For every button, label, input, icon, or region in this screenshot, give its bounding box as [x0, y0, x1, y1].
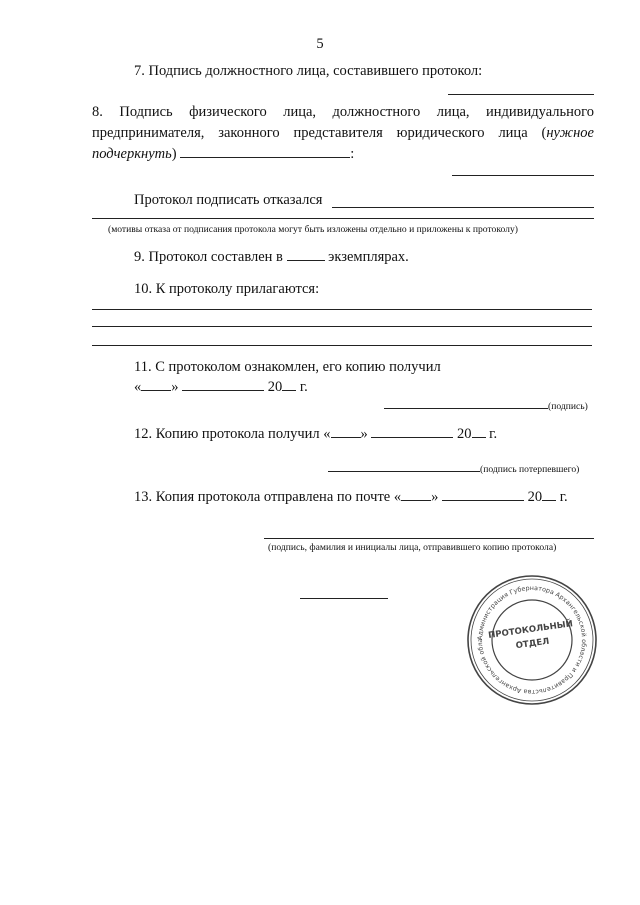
item-10-label: 10. К протоколу прилагаются: [134, 281, 320, 297]
item-7-label: 7. Подпись должностного лица, составившего протокол: [134, 63, 483, 79]
stamp-seal-icon [464, 572, 600, 708]
item-9-copies-line [287, 259, 325, 261]
item-13-signature-line [264, 538, 594, 539]
item-12-year-line [472, 436, 486, 438]
attachments-line-3 [92, 345, 592, 346]
item-13-day-line [401, 499, 431, 501]
attachments-line-2 [92, 326, 592, 327]
page-number: 5 [316, 36, 324, 52]
refusal-label: Протокол подписать отказался [134, 192, 323, 208]
item-11-month-line [182, 389, 264, 391]
item-8-line-2: предпринимателя, законного представителя юридического лица (нужное [92, 125, 594, 141]
item-11-label: 11. С протоколом ознакомлен, его копию получил [134, 359, 441, 375]
item-13-signature-label: (подпись, фамилия и инициалы лица, отправившего копию протокола) [268, 542, 557, 553]
item-13-month-line [442, 499, 524, 501]
refusal-note: (мотивы отказа от подписания протокола могут быть изложены отдельно и приложены к протоколу) [108, 224, 518, 235]
item-12-day-line [331, 436, 361, 438]
item-13-year-line [542, 499, 556, 501]
item-11-signature: (подпись) [384, 396, 588, 414]
item-11-date: « » 20 г. [134, 379, 308, 395]
item-8-signature-line [452, 175, 594, 176]
item-8-inline-line [180, 156, 350, 158]
stamp-center-line-1: ПРОТОКОЛЬНЫЙ [487, 619, 574, 641]
official-stamp [464, 572, 600, 708]
refusal-line-full [92, 218, 594, 219]
item-9-text: 9. Протокол составлен в экземплярах. [134, 249, 409, 265]
item-12-month-line [371, 436, 453, 438]
item-11-year-line [282, 389, 296, 391]
refusal-line-inline [332, 207, 594, 208]
item-7-signature-line [448, 94, 594, 95]
attachments-line-1 [92, 309, 592, 310]
item-8-line-1: 8. Подпись физического лица, должностного лица, индивидуального [92, 104, 594, 120]
svg-text:Администрация Губернатора Арха: Администрация Губернатора Архангельской области и Правительства Архангельской обла [476, 584, 588, 696]
item-11-day-line [141, 389, 171, 391]
item-13-text: 13. Копия протокола отправлена по почте « » 20 г. [134, 489, 568, 505]
item-12-signature: (подпись потерпевшего) [328, 459, 579, 477]
item-11-signature-line [384, 407, 548, 409]
item-12-text: 12. Копию протокола получил « » 20 г. [134, 426, 498, 442]
item-12-signature-line [328, 470, 480, 472]
item-8-line-3: подчеркнуть) : [92, 146, 355, 162]
stamp-center-line-2: ОТДЕЛ [515, 636, 551, 652]
stamp-area-line [300, 598, 388, 599]
